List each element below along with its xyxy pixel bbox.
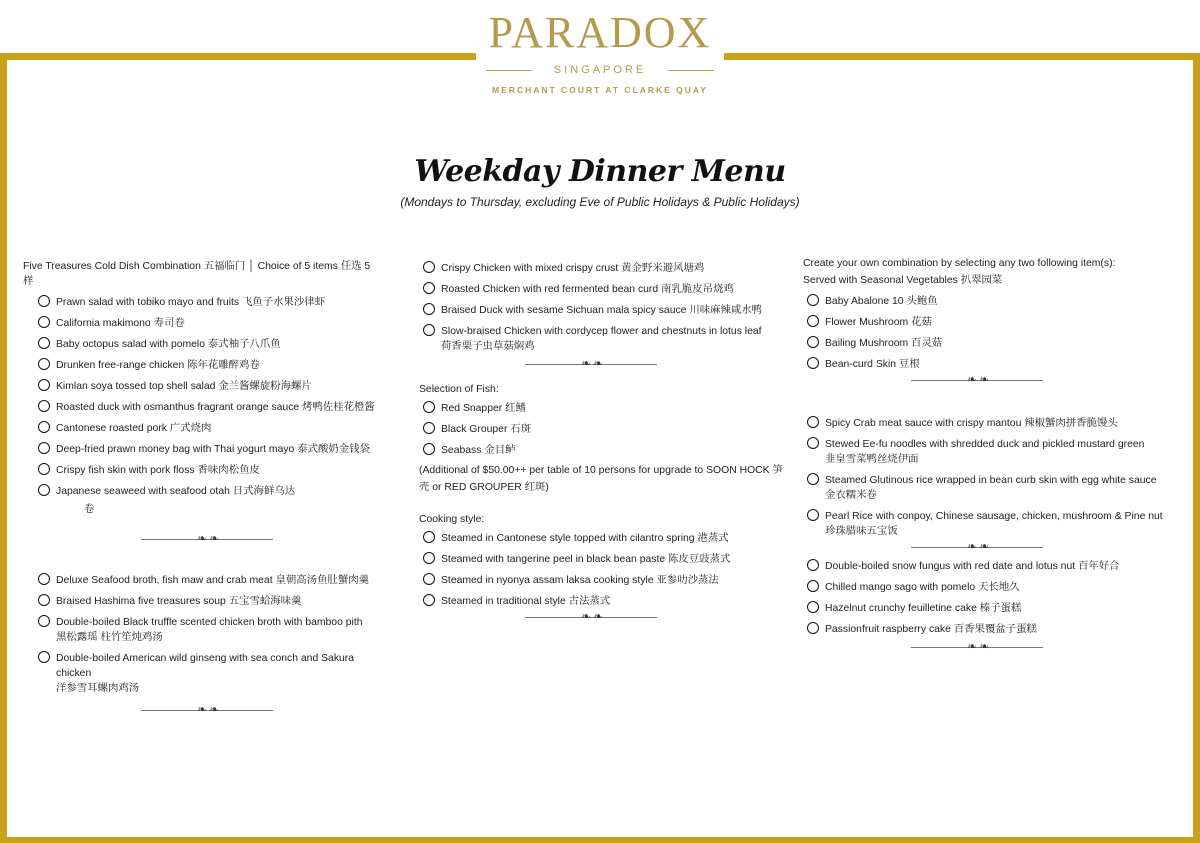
menu-item-label: Slow-braised Chicken with cordycep flower and chestnuts in lotus leaf: [441, 326, 762, 337]
menu-subtitle: (Mondays to Thursday, excluding Eve of Public Holidays & Public Holidays): [400, 195, 800, 209]
menu-item-label: Flower Mushroom 花菇: [825, 317, 932, 328]
checkbox-circle-icon: [423, 324, 435, 336]
menu-item-label: Roasted duck with osmanthus fragrant orange sauce 烤鸭佐桂花橙酱: [56, 402, 375, 413]
checkbox-circle-icon: [423, 422, 435, 434]
section-divider: [803, 639, 1163, 657]
checkbox-circle-icon: [423, 531, 435, 543]
checkbox-circle-icon: [807, 437, 819, 449]
menu-item-label: Drunken free-range chicken 陈年花雕醉鸡卷: [56, 360, 260, 371]
menu-item: [23, 316, 383, 331]
menu-item: [419, 282, 784, 297]
menu-item-label: Crispy fish skin with pork floss 香味肉松鱼皮: [56, 465, 260, 476]
menu-item: [803, 315, 1163, 330]
checkbox-circle-icon: [38, 615, 50, 627]
checkbox-circle-icon: [423, 443, 435, 455]
checkbox-circle-icon: [807, 294, 819, 306]
menu-item-label: Baby Abalone 10 头鲍鱼: [825, 296, 938, 307]
menu-item-label-cn: 珍珠腊味五宝饭: [825, 526, 898, 537]
menu-item: [803, 601, 1163, 616]
menu-item-label: California makimono 寿司卷: [56, 318, 185, 329]
checkbox-circle-icon: [423, 552, 435, 564]
menu-item-label-cn: 金衣糯米卷: [825, 490, 877, 501]
menu-item: [23, 421, 383, 436]
menu-item-label: Steamed in nyonya assam laksa cooking style 亚参叻沙蒸法: [441, 575, 719, 586]
menu-item-label: Prawn salad with tobiko mayo and fruits 飞鱼子水果沙律虾: [56, 297, 326, 308]
cold-dish-heading: Five Treasures Cold Dish Combination 五福临门 │ Choice of 5 items 任选 5 样: [23, 261, 371, 287]
menu-column-1: [23, 259, 383, 726]
menu-item-label: Deep-fried prawn money bag with Thai yogurt mayo 泰式酸奶金钱袋: [56, 444, 370, 455]
menu-item: [803, 416, 1163, 431]
checkbox-circle-icon: [38, 421, 50, 433]
checkbox-circle-icon: [807, 336, 819, 348]
menu-item: [23, 651, 383, 696]
checkbox-circle-icon: [38, 442, 50, 454]
menu-item-label: Braised Hashima five treasures soup 五宝雪蛤海味羹: [56, 596, 302, 607]
logo-brand: PARADOX: [488, 8, 712, 57]
menu-item: [23, 337, 383, 352]
menu-item: [419, 531, 784, 546]
checkbox-circle-icon: [423, 261, 435, 273]
menu-column-2: [419, 259, 784, 633]
logo-rule-right: [668, 70, 714, 71]
menu-item: [803, 559, 1163, 574]
checkbox-circle-icon: [807, 509, 819, 521]
menu-item: [419, 303, 784, 318]
divider-ornament-icon: ❧ ❧: [967, 641, 989, 653]
logo-location: MERCHANT COURT AT CLARKE QUAY: [492, 85, 708, 95]
cooking-style-heading: Cooking style:: [419, 514, 485, 525]
menu-item: [803, 509, 1163, 539]
checkbox-circle-icon: [423, 401, 435, 413]
menu-title: Weekday Dinner Menu: [414, 154, 786, 189]
checkbox-circle-icon: [423, 282, 435, 294]
menu-item-label: Red Snapper 红鳍: [441, 403, 526, 414]
divider-ornament-icon: ❧ ❧: [967, 374, 989, 386]
menu-item-label: Hazelnut crunchy feuilletine cake 榛子蛋糕: [825, 603, 1022, 614]
menu-item-label: Black Grouper 石斑: [441, 424, 532, 435]
menu-item-label: Steamed Glutinous rice wrapped in bean curb skin with egg white sauce: [825, 475, 1157, 486]
checkbox-circle-icon: [38, 316, 50, 328]
checkbox-circle-icon: [38, 379, 50, 391]
menu-item-label: Braised Duck with sesame Sichuan mala spicy sauce 川味麻辣咸水鸭: [441, 305, 763, 316]
menu-item: [803, 473, 1163, 503]
menu-item: [23, 400, 383, 415]
menu-item-label-cn: 荷香栗子虫草菇焖鸡: [441, 341, 535, 352]
menu-column-3: [803, 256, 1163, 663]
menu-item-label: Crispy Chicken with mixed crispy crust 黄金野米避风塘鸡: [441, 263, 705, 274]
checkbox-circle-icon: [807, 601, 819, 613]
menu-item-label-cn: 黑松露瑶 柱竹笙炖鸡汤: [56, 632, 163, 643]
divider-ornament-icon: ❧ ❧: [197, 533, 219, 545]
checkbox-circle-icon: [807, 559, 819, 571]
menu-item-label-cn: 洋参雪耳螺肉鸡汤: [56, 683, 140, 694]
menu-item-label: Baby octopus salad with pomelo 泰式柚子八爪鱼: [56, 339, 281, 350]
checkbox-circle-icon: [423, 303, 435, 315]
menu-item-label: Japanese seaweed with seafood otah 日式海鲜乌达: [56, 486, 296, 497]
menu-item-label: Bailing Mushroom 百灵菇: [825, 338, 943, 349]
menu-item-label: Bean-curd Skin 豆根: [825, 359, 920, 370]
menu-item: [419, 443, 784, 458]
menu-item-label: Double-boiled American wild ginseng with sea conch and Sakura chicken: [56, 653, 355, 679]
menu-item: [419, 261, 784, 276]
menu-item-label: Chilled mango sago with pomelo 天长地久: [825, 582, 1020, 593]
divider-ornament-icon: ❧ ❧: [197, 704, 219, 716]
menu-item: [803, 294, 1163, 309]
section-divider: [23, 531, 383, 549]
combination-heading: Create your own combination by selecting any two following item(s):: [803, 258, 1116, 269]
checkbox-circle-icon: [38, 573, 50, 585]
menu-item: [23, 442, 383, 457]
menu-item-label: Pearl Rice with conpoy, Chinese sausage, chicken, mushroom & Pine nut: [825, 511, 1163, 522]
menu-item: [419, 552, 784, 567]
menu-item-label: Double-boiled Black truffle scented chicken broth with bamboo pith: [56, 617, 363, 628]
menu-item: [419, 573, 784, 588]
menu-item-label: Stewed Ee-fu noodles with shredded duck and pickled mustard green: [825, 439, 1145, 450]
checkbox-circle-icon: [38, 358, 50, 370]
menu-item: [803, 580, 1163, 595]
checkbox-circle-icon: [423, 573, 435, 585]
menu-item: [23, 295, 383, 310]
menu-item: [419, 324, 784, 354]
checkbox-circle-icon: [38, 400, 50, 412]
menu-item-label: Double-boiled snow fungus with red date and lotus nut 百年好合: [825, 561, 1120, 572]
vegetables-heading: Served with Seasonal Vegetables 扒翠园菜: [803, 275, 1003, 286]
section-divider: [803, 372, 1163, 390]
menu-item: [23, 463, 383, 478]
checkbox-circle-icon: [807, 315, 819, 327]
checkbox-circle-icon: [807, 473, 819, 485]
checkbox-circle-icon: [38, 337, 50, 349]
menu-item-label: Seabass 金目鲈: [441, 445, 516, 456]
divider-ornament-icon: ❧ ❧: [581, 358, 603, 370]
checkbox-circle-icon: [807, 357, 819, 369]
checkbox-circle-icon: [38, 651, 50, 663]
logo: [476, 0, 724, 108]
menu-item-label: Steamed with tangerine peel in black bean paste 陈皮豆豉蒸式: [441, 554, 731, 565]
fish-upgrade-note: (Additional of $50.00++ per table of 10 persons for upgrade to SOON HOCK 笋壳 or RED GROUPER 红斑): [419, 465, 783, 493]
menu-item: [23, 594, 383, 609]
menu-item: [23, 573, 383, 588]
menu-item: [803, 336, 1163, 351]
menu-item-label: Cantonese roasted pork 广式烧肉: [56, 423, 212, 434]
divider-ornament-icon: ❧ ❧: [581, 611, 603, 623]
menu-item-wrap: 卷: [84, 504, 95, 515]
checkbox-circle-icon: [423, 594, 435, 606]
menu-item: [23, 484, 383, 499]
menu-item: [23, 615, 383, 645]
checkbox-circle-icon: [38, 594, 50, 606]
checkbox-circle-icon: [38, 463, 50, 475]
section-divider: [803, 539, 1163, 557]
menu-item-label-cn: 韭皇雪菜鸭丝烧伊面: [825, 454, 919, 465]
menu-item-label: Spicy Crab meat sauce with crispy mantou 辣椒蟹肉拼香脆馒头: [825, 418, 1118, 429]
divider-ornament-icon: ❧ ❧: [967, 541, 989, 553]
checkbox-circle-icon: [807, 622, 819, 634]
menu-item: [419, 422, 784, 437]
menu-item: [803, 437, 1163, 467]
menu-item-label: Steamed in Cantonese style topped with cilantro spring 港蒸式: [441, 533, 729, 544]
menu-item-label: Deluxe Seafood broth, fish maw and crab meat 皇朝高汤鱼肚蟹肉羹: [56, 575, 369, 586]
checkbox-circle-icon: [38, 484, 50, 496]
logo-city: SINGAPORE: [553, 64, 647, 76]
checkbox-circle-icon: [38, 295, 50, 307]
menu-item-label: Passionfruit raspberry cake 百香果覆盆子蛋糕: [825, 624, 1037, 635]
menu-item: [23, 379, 383, 394]
section-divider: [23, 702, 383, 720]
menu-item: [803, 622, 1163, 637]
menu-item: [419, 594, 784, 609]
section-divider: [419, 356, 784, 374]
menu-item-label: Steamed in traditional style 古法蒸式: [441, 596, 611, 607]
menu-item: [23, 358, 383, 373]
section-divider: [419, 609, 784, 627]
checkbox-circle-icon: [807, 580, 819, 592]
menu-item: [419, 401, 784, 416]
fish-heading: Selection of Fish:: [419, 384, 499, 395]
menu-item-label: Kimlan soya tossed top shell salad 金兰酱螺旋粉海螺片: [56, 381, 312, 392]
checkbox-circle-icon: [807, 416, 819, 428]
menu-item-label: Roasted Chicken with red fermented bean curd 南乳脆皮吊烧鸡: [441, 284, 734, 295]
menu-item: [803, 357, 1163, 372]
